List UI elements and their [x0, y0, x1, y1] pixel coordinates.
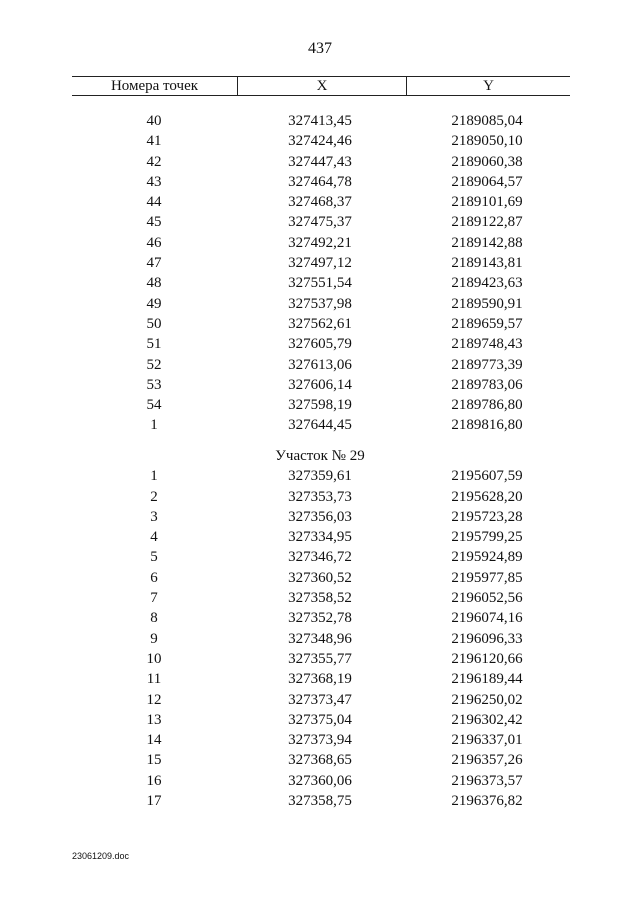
y-coordinate: 2196052,56	[451, 590, 523, 607]
y-coordinate: 2195723,28	[451, 508, 523, 525]
x-coordinate: 327368,65	[288, 752, 352, 769]
point-number: 9	[150, 630, 158, 647]
x-coordinate: 327613,06	[288, 356, 352, 373]
y-coordinate: 2189773,39	[451, 356, 523, 373]
y-coordinate: 2196250,02	[451, 691, 523, 708]
point-number: 1	[150, 417, 158, 434]
point-number: 14	[146, 732, 162, 749]
table-row	[0, 669, 640, 689]
x-coordinate: 327464,78	[288, 173, 352, 190]
point-number: 7	[150, 590, 158, 607]
table-row	[0, 710, 640, 730]
coordinates-block-1	[0, 111, 640, 436]
y-coordinate: 2195607,59	[451, 468, 523, 485]
x-coordinate: 327562,61	[288, 315, 352, 332]
table-row	[0, 649, 640, 669]
point-number: 44	[146, 194, 162, 211]
table-row	[0, 111, 640, 131]
point-number: 50	[146, 315, 162, 332]
point-number: 2	[150, 488, 158, 505]
x-coordinate: 327356,03	[288, 508, 352, 525]
y-coordinate: 2196376,82	[451, 793, 523, 810]
table-row	[0, 355, 640, 375]
x-coordinate: 327606,14	[288, 376, 352, 393]
x-coordinate: 327368,19	[288, 671, 352, 688]
point-number: 49	[146, 295, 162, 312]
x-coordinate: 327644,45	[288, 417, 352, 434]
x-coordinate: 327360,06	[288, 772, 352, 789]
table-row	[0, 253, 640, 273]
x-coordinate: 327358,52	[288, 590, 352, 607]
point-number: 1	[150, 468, 158, 485]
point-number: 10	[146, 650, 162, 667]
page-number: 437	[308, 40, 332, 57]
section-title: Участок № 29	[275, 448, 365, 464]
y-coordinate: 2189064,57	[451, 173, 523, 190]
y-coordinate: 2189122,87	[451, 214, 523, 231]
table-row	[0, 487, 640, 507]
table-row	[0, 273, 640, 293]
y-coordinate: 2196302,42	[451, 711, 523, 728]
x-coordinate: 327353,73	[288, 488, 352, 505]
table-row	[0, 334, 640, 354]
y-coordinate: 2189143,81	[451, 255, 523, 272]
table-row	[0, 131, 640, 151]
table-row	[0, 212, 640, 232]
x-coordinate: 327605,79	[288, 336, 352, 353]
table-row	[0, 507, 640, 527]
x-coordinate: 327360,52	[288, 569, 352, 586]
y-coordinate: 2196120,66	[451, 650, 523, 667]
x-coordinate: 327551,54	[288, 275, 352, 292]
table-row	[0, 547, 640, 567]
table-row	[0, 629, 640, 649]
table-row	[0, 690, 640, 710]
table-header	[72, 76, 570, 96]
x-coordinate: 327375,04	[288, 711, 352, 728]
point-number: 43	[146, 173, 162, 190]
x-coordinate: 327413,45	[288, 113, 352, 129]
y-coordinate: 2196096,33	[451, 630, 523, 647]
point-number: 40	[146, 113, 162, 129]
point-number: 48	[146, 275, 162, 292]
y-coordinate: 2189085,04	[451, 113, 523, 129]
header-y: Y	[483, 78, 494, 94]
x-coordinate: 327359,61	[288, 468, 352, 485]
point-number: 54	[146, 397, 162, 414]
y-coordinate: 2189101,69	[451, 194, 523, 211]
point-number: 17	[146, 793, 162, 810]
y-coordinate: 2189590,91	[451, 295, 523, 312]
y-coordinate: 2189783,06	[451, 376, 523, 393]
x-coordinate: 327358,75	[288, 793, 352, 810]
footer-filename: 23061209.doc	[72, 851, 130, 861]
table-row	[0, 730, 640, 750]
coordinates-block-2	[0, 446, 640, 811]
table-row	[0, 192, 640, 212]
header-x: X	[238, 77, 407, 95]
table-row	[0, 395, 640, 415]
y-coordinate: 2196074,16	[451, 610, 523, 627]
point-number: 12	[146, 691, 162, 708]
point-number: 3	[150, 508, 158, 525]
point-number: 47	[146, 255, 162, 272]
y-coordinate: 2195977,85	[451, 569, 523, 586]
y-coordinate: 2196189,44	[451, 671, 523, 688]
point-number: 46	[146, 234, 162, 251]
point-number: 6	[150, 569, 158, 586]
y-coordinate: 2196373,57	[451, 772, 523, 789]
point-number: 51	[146, 336, 162, 353]
y-coordinate: 2189816,80	[451, 417, 523, 434]
table-row	[0, 750, 640, 770]
y-coordinate: 2189050,10	[451, 133, 523, 150]
y-coordinate: 2195924,89	[451, 549, 523, 566]
x-coordinate: 327424,46	[288, 133, 352, 150]
table-row	[0, 172, 640, 192]
table-row	[0, 375, 640, 395]
x-coordinate: 327475,37	[288, 214, 352, 231]
y-coordinate: 2195628,20	[451, 488, 523, 505]
point-number: 4	[150, 529, 158, 546]
x-coordinate: 327537,98	[288, 295, 352, 312]
table-row	[0, 314, 640, 334]
table-row	[0, 233, 640, 253]
table-row	[0, 152, 640, 172]
x-coordinate: 327373,94	[288, 732, 352, 749]
header-points: Номера точек	[72, 77, 238, 95]
y-coordinate: 2195799,25	[451, 529, 523, 546]
x-coordinate: 327373,47	[288, 691, 352, 708]
table-row	[0, 568, 640, 588]
point-number: 41	[146, 133, 162, 150]
table-row	[0, 791, 640, 811]
point-number: 42	[146, 153, 162, 170]
x-coordinate: 327497,12	[288, 255, 352, 272]
point-number: 53	[146, 376, 162, 393]
table-row	[0, 608, 640, 628]
x-coordinate: 327346,72	[288, 549, 352, 566]
y-coordinate: 2196337,01	[451, 732, 523, 749]
y-coordinate: 2189748,43	[451, 336, 523, 353]
y-coordinate: 2189060,38	[451, 153, 523, 170]
x-coordinate: 327598,19	[288, 397, 352, 414]
x-coordinate: 327492,21	[288, 234, 352, 251]
table-row	[0, 771, 640, 791]
y-coordinate: 2189423,63	[451, 275, 523, 292]
x-coordinate: 327447,43	[288, 153, 352, 170]
point-number: 52	[146, 356, 162, 373]
table-row	[0, 466, 640, 486]
y-coordinate: 2189142,88	[451, 234, 523, 251]
x-coordinate: 327468,37	[288, 194, 352, 211]
table-row	[0, 527, 640, 547]
point-number: 8	[150, 610, 158, 627]
y-coordinate: 2189659,57	[451, 315, 523, 332]
y-coordinate: 2196357,26	[451, 752, 523, 769]
point-number: 5	[150, 549, 158, 566]
point-number: 13	[146, 711, 162, 728]
table-row	[0, 415, 640, 435]
point-number: 15	[146, 752, 162, 769]
table-row	[0, 294, 640, 314]
table-row	[0, 588, 640, 608]
x-coordinate: 327352,78	[288, 610, 352, 627]
x-coordinate: 327348,96	[288, 630, 352, 647]
y-coordinate: 2189786,80	[451, 397, 523, 414]
point-number: 45	[146, 214, 162, 231]
point-number: 11	[146, 671, 162, 688]
x-coordinate: 327355,77	[288, 650, 352, 667]
x-coordinate: 327334,95	[288, 529, 352, 546]
point-number: 16	[146, 772, 162, 789]
